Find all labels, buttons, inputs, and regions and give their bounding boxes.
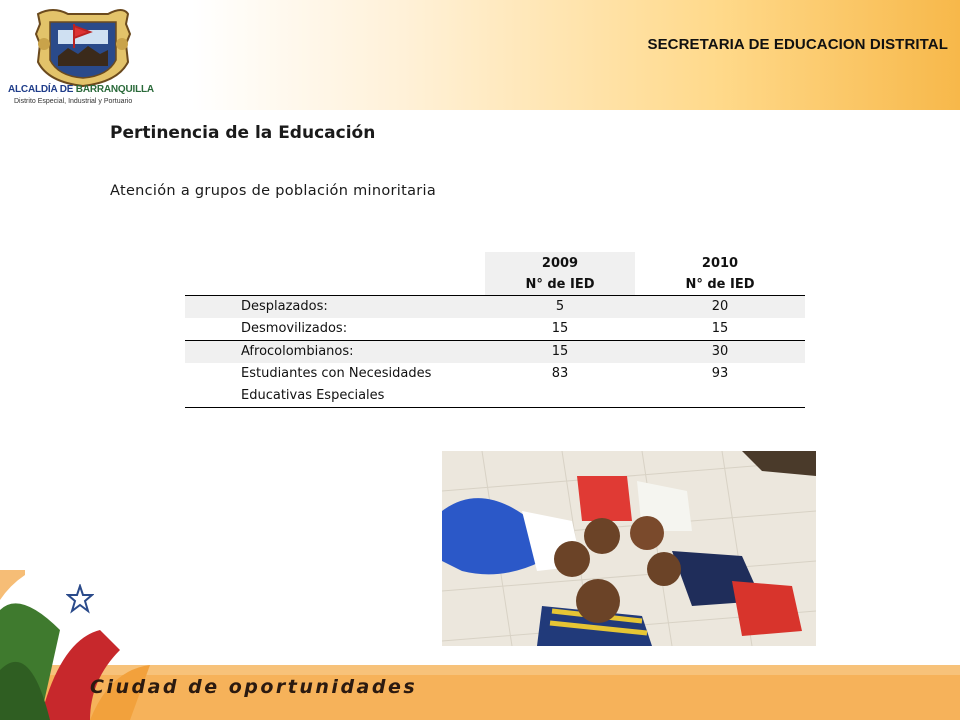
cell-2010: 30 <box>635 341 805 364</box>
row-label <box>185 363 485 408</box>
row-label: Desmovilizados: <box>241 321 348 336</box>
table-row <box>185 341 805 364</box>
column-header-2009 <box>485 252 635 296</box>
column-label: N° de IED <box>525 277 595 292</box>
table-row <box>185 318 805 341</box>
page-title: Pertinencia de la Educación <box>110 123 376 143</box>
slogan: Ciudad de oportunidades <box>90 676 418 698</box>
population-table <box>185 252 805 408</box>
table-row <box>185 363 805 408</box>
cell-2009: 15 <box>485 341 635 364</box>
table-header-row <box>185 252 805 296</box>
row-label-line2: Educativas Especiales <box>241 388 385 403</box>
page-subtitle: Atención a grupos de población minoritaria <box>110 183 437 199</box>
column-year: 2010 <box>701 256 739 271</box>
table-header-blank <box>185 252 485 296</box>
cell-2010: 15 <box>711 321 729 336</box>
logo-title: ALCALDÍA DE BARRANQUILLA <box>8 84 154 95</box>
logo-subtitle: Distrito Especial, Industrial y Portuario <box>14 98 133 105</box>
column-header-2010 <box>635 252 805 296</box>
row-label: Afrocolombianos: <box>185 341 485 364</box>
table-row <box>185 296 805 319</box>
cell-2010: 93 <box>635 363 805 408</box>
cell-2010: 20 <box>635 296 805 319</box>
secretaria-title: SECRETARIA DE EDUCACION DISTRITAL <box>647 36 948 53</box>
row-label-line1: Estudiantes con Necesidades <box>241 366 432 381</box>
cell-2009: 83 <box>485 363 635 408</box>
column-year: 2009 <box>541 256 579 271</box>
star-icon <box>66 584 94 616</box>
column-label: N° de IED <box>685 277 755 292</box>
cell-2009: 5 <box>485 296 635 319</box>
row-label: Desplazados: <box>185 296 485 319</box>
cell-2009: 15 <box>551 321 569 336</box>
